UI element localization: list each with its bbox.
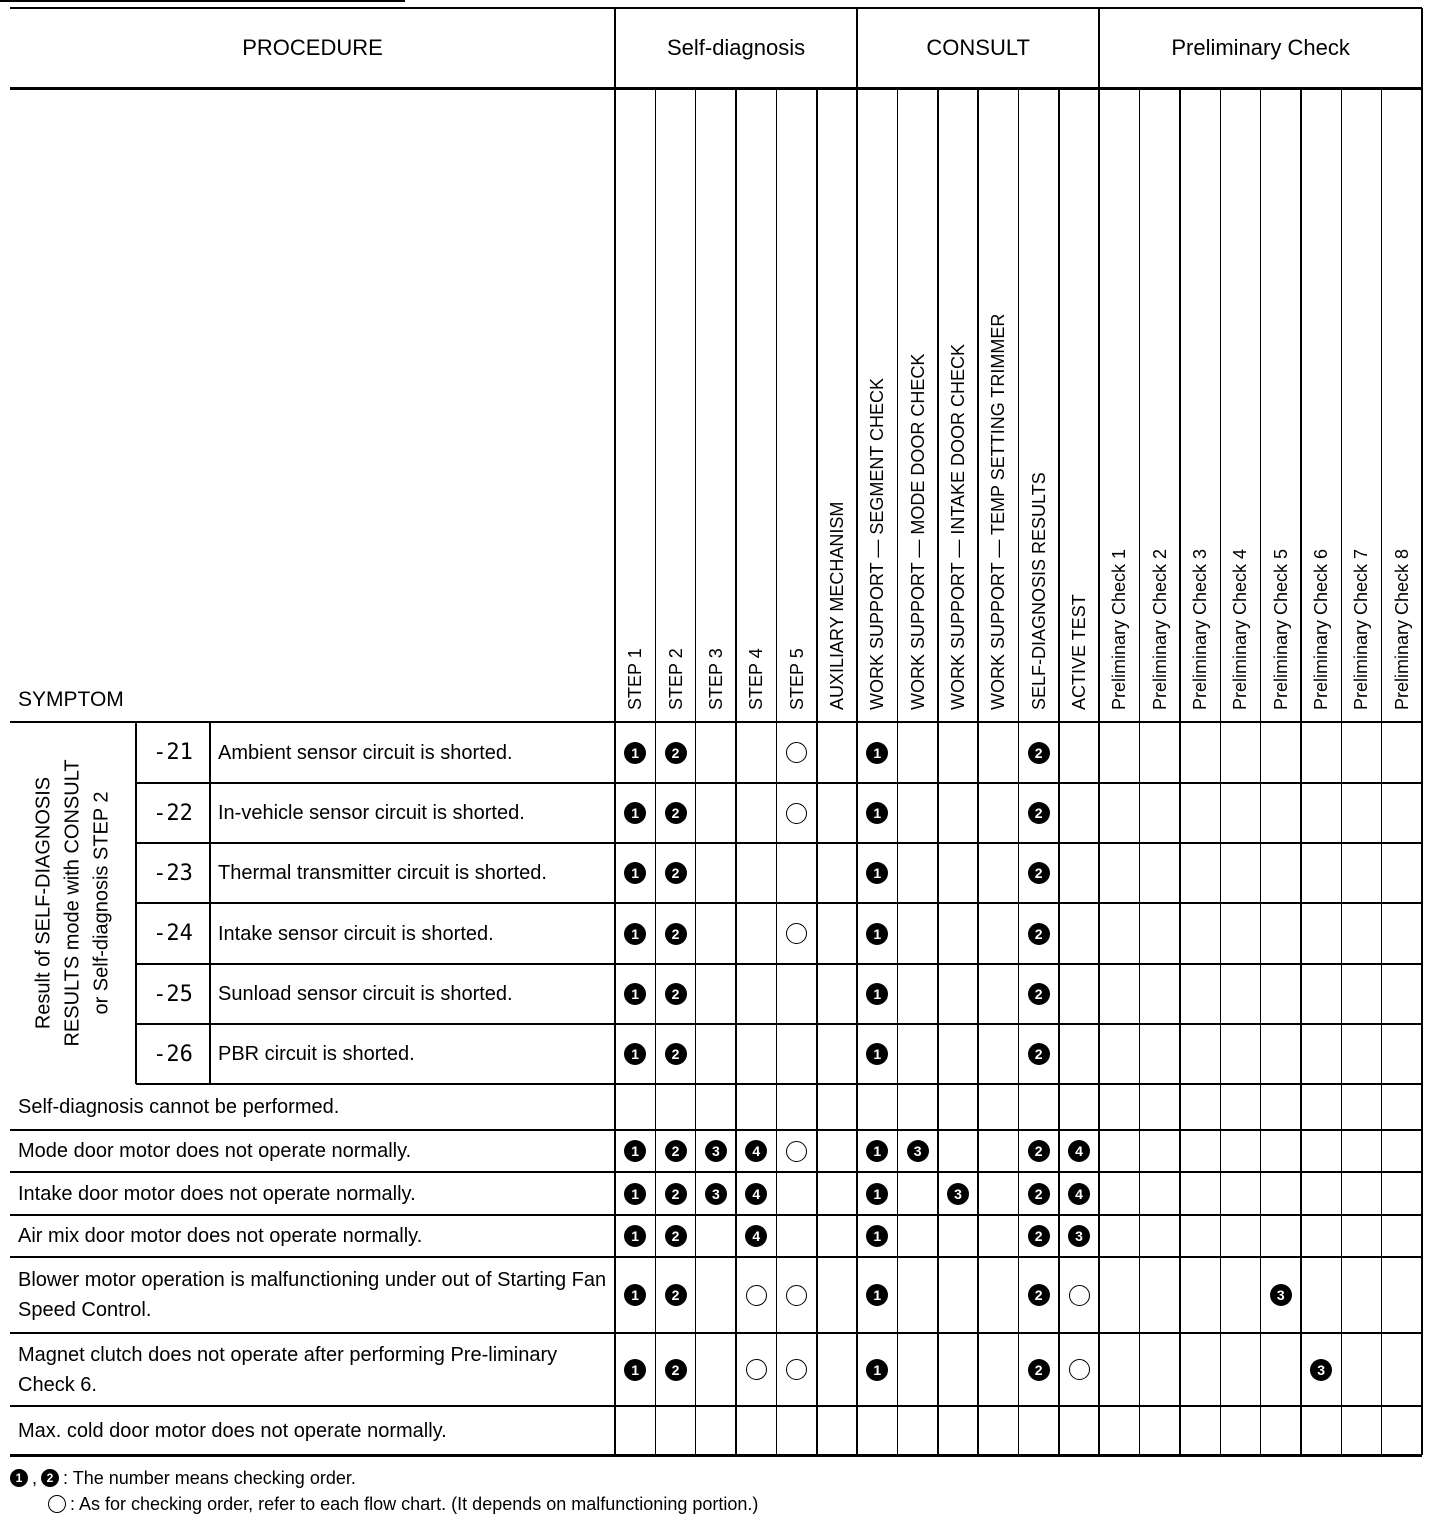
numbered-marker: 1 <box>866 862 888 884</box>
numbered-marker: 2 <box>665 1140 687 1162</box>
grid-vline <box>1179 88 1181 1455</box>
open-circle-marker <box>786 742 807 763</box>
numbered-marker: 2 <box>665 1284 687 1306</box>
check-marker <box>857 903 897 964</box>
symptom-label: Self-diagnosis cannot be performed. <box>18 1096 340 1118</box>
numbered-marker: 2 <box>665 1225 687 1247</box>
check-marker <box>655 783 695 843</box>
numbered-marker: 2 <box>665 923 687 945</box>
column-header-11: SELF-DIAGNOSIS RESULTS <box>1028 472 1049 710</box>
check-marker <box>655 1130 695 1172</box>
grid-vline <box>937 88 939 1455</box>
grid-vline <box>977 88 979 1455</box>
legend <box>10 1465 758 1517</box>
check-marker <box>1019 843 1059 903</box>
numbered-marker: 1 <box>624 1225 646 1247</box>
column-header-14: Preliminary Check 2 <box>1149 548 1170 710</box>
grid-vline <box>1139 88 1141 1455</box>
numbered-marker: 3 <box>1310 1359 1332 1381</box>
numbered-marker: 1 <box>866 983 888 1005</box>
check-marker <box>1019 1333 1059 1406</box>
numbered-marker: 3 <box>1270 1284 1292 1306</box>
check-marker <box>1261 1257 1301 1333</box>
open-circle-marker <box>786 1141 807 1162</box>
open-circle-marker <box>1069 1359 1090 1380</box>
error-code: -24 <box>153 921 193 946</box>
check-marker <box>1019 1215 1059 1257</box>
top-rule <box>0 0 405 2</box>
check-marker <box>1059 1172 1099 1215</box>
numbered-marker: 1 <box>624 802 646 824</box>
check-marker <box>615 903 655 964</box>
numbered-marker: 1 <box>866 1043 888 1065</box>
numbered-marker: 4 <box>1068 1183 1090 1205</box>
check-marker <box>1019 964 1059 1024</box>
check-marker <box>615 783 655 843</box>
check-marker <box>615 1257 655 1333</box>
symptom-label: Mode door motor does not operate normally. <box>18 1140 412 1162</box>
open-circle-marker <box>746 1285 767 1306</box>
column-header-3: STEP 3 <box>705 648 726 710</box>
numbered-marker: 2 <box>1028 1225 1050 1247</box>
check-marker <box>1019 722 1059 783</box>
check-marker <box>696 1130 736 1172</box>
column-header-1: STEP 1 <box>625 648 646 710</box>
symptom-label: Air mix door motor does not operate normally. <box>18 1225 423 1247</box>
numbered-marker: 3 <box>947 1183 969 1205</box>
column-header-2: STEP 2 <box>665 648 686 710</box>
column-header-5: STEP 5 <box>786 648 807 710</box>
check-marker <box>857 964 897 1024</box>
check-marker <box>857 843 897 903</box>
numbered-marker: 2 <box>665 802 687 824</box>
check-marker <box>1019 1130 1059 1172</box>
numbered-marker: 4 <box>1068 1140 1090 1162</box>
grid-vline <box>1381 88 1383 1455</box>
check-marker <box>655 843 695 903</box>
column-header-20: Preliminary Check 8 <box>1391 548 1412 710</box>
numbered-marker: 3 <box>907 1140 929 1162</box>
grid-vline <box>1421 8 1423 1455</box>
numbered-marker: 1 <box>624 862 646 884</box>
numbered-marker: 2 <box>665 983 687 1005</box>
check-marker <box>615 1130 655 1172</box>
legend-open-row <box>10 1491 758 1517</box>
symptom-label: Intake door motor does not operate normally. <box>18 1182 416 1205</box>
check-marker <box>615 1333 655 1406</box>
grid-vline <box>1341 88 1343 1455</box>
check-marker <box>655 1333 695 1406</box>
legend-filled-text: : The number means checking order. <box>63 1468 356 1488</box>
open-circle-marker <box>786 1285 807 1306</box>
grid-vline <box>1260 88 1262 1455</box>
check-marker <box>615 1172 655 1215</box>
numbered-marker: 1 <box>866 802 888 824</box>
check-marker <box>776 783 816 843</box>
check-marker <box>736 1172 776 1215</box>
check-marker <box>736 1215 776 1257</box>
numbered-marker: 2 <box>1028 1043 1050 1065</box>
check-marker <box>615 1215 655 1257</box>
check-marker <box>1059 1257 1099 1333</box>
error-code: -25 <box>153 981 193 1007</box>
legend-open-marker <box>48 1495 66 1513</box>
check-marker <box>1019 1024 1059 1084</box>
grid-vline <box>1300 88 1302 1455</box>
check-marker <box>655 1257 695 1333</box>
symptom-label: Sunload sensor circuit is shorted. <box>218 983 513 1005</box>
numbered-marker: 4 <box>745 1140 767 1162</box>
check-marker <box>1019 1257 1059 1333</box>
legend-separator: , <box>32 1468 38 1488</box>
check-marker <box>1059 1333 1099 1406</box>
column-header-17: Preliminary Check 5 <box>1270 548 1291 710</box>
check-marker <box>655 1172 695 1215</box>
legend-filled-row <box>10 1465 758 1491</box>
check-marker <box>655 964 695 1024</box>
check-marker <box>857 1257 897 1333</box>
numbered-marker: 1 <box>624 1359 646 1381</box>
numbered-marker: 2 <box>1028 1359 1050 1381</box>
numbered-marker: 2 <box>665 742 687 764</box>
symptom-label: Max. cold door motor does not operate normally. <box>18 1419 447 1442</box>
numbered-marker: 1 <box>624 923 646 945</box>
numbered-marker: 2 <box>1028 1183 1050 1205</box>
open-circle-marker <box>1069 1285 1090 1306</box>
check-marker <box>857 1333 897 1406</box>
numbered-marker: 2 <box>1028 862 1050 884</box>
numbered-marker: 2 <box>1028 1284 1050 1306</box>
numbered-marker: 2 <box>1028 802 1050 824</box>
symptom-label: Magnet clutch does not operate after performing Pre-liminary Check 6. <box>18 1343 558 1396</box>
check-marker <box>1019 903 1059 964</box>
error-code: -21 <box>153 740 193 765</box>
check-marker <box>857 783 897 843</box>
numbered-marker: 1 <box>866 1183 888 1205</box>
open-circle-marker <box>786 803 807 824</box>
symptom-label: Thermal transmitter circuit is shorted. <box>218 862 547 884</box>
numbered-marker: 1 <box>624 742 646 764</box>
numbered-marker: 4 <box>745 1183 767 1205</box>
column-header-19: Preliminary Check 7 <box>1351 548 1372 710</box>
column-header-16: Preliminary Check 4 <box>1230 548 1251 710</box>
check-marker <box>655 1024 695 1084</box>
check-marker <box>857 1215 897 1257</box>
group-label-text: Result of SELF-DIAGNOSIS RESULTS mode with CONSULT or Self-diagnosis STEP 2 <box>32 759 113 1047</box>
symptom-label: Intake sensor circuit is shorted. <box>218 922 494 945</box>
check-marker <box>776 903 816 964</box>
check-marker <box>1059 1215 1099 1257</box>
numbered-marker: 1 <box>624 1183 646 1205</box>
check-marker <box>857 1130 897 1172</box>
symptom-header: SYMPTOM <box>18 688 124 711</box>
numbered-marker: 2 <box>1028 983 1050 1005</box>
diagnosis-matrix-table <box>10 8 1422 1460</box>
check-marker <box>1059 1130 1099 1172</box>
procedure-header: PROCEDURE <box>242 35 383 60</box>
numbered-marker: 2 <box>1028 923 1050 945</box>
numbered-marker: 1 <box>866 1359 888 1381</box>
check-marker <box>696 1172 736 1215</box>
check-marker <box>857 1172 897 1215</box>
symptom-label: Ambient sensor circuit is shorted. <box>218 741 513 764</box>
symptom-label: Blower motor operation is malfunctioning under out of Starting Fan Speed Control. <box>18 1269 607 1321</box>
open-circle-marker <box>746 1359 767 1380</box>
error-code: -23 <box>153 860 193 886</box>
check-marker <box>615 843 655 903</box>
check-marker <box>736 1257 776 1333</box>
check-marker <box>655 722 695 783</box>
group-header-2: CONSULT <box>926 35 1030 60</box>
check-marker <box>776 1130 816 1172</box>
numbered-marker: 3 <box>705 1183 727 1205</box>
error-code: -22 <box>153 800 193 826</box>
numbered-marker: 3 <box>705 1140 727 1162</box>
check-marker <box>736 1333 776 1406</box>
numbered-marker: 1 <box>866 1140 888 1162</box>
legend-filled-marker-1: 1 <box>10 1469 28 1487</box>
check-marker <box>615 722 655 783</box>
symptom-label: PBR circuit is shorted. <box>218 1043 415 1065</box>
numbered-marker: 2 <box>665 1043 687 1065</box>
check-marker <box>776 1257 816 1333</box>
column-header-6: AUXILIARY MECHANISM <box>826 501 847 710</box>
column-header-10: WORK SUPPORT — TEMP SETTING TRIMMER <box>988 313 1009 710</box>
check-marker <box>615 964 655 1024</box>
column-header-4: STEP 4 <box>746 648 767 710</box>
numbered-marker: 2 <box>1028 1140 1050 1162</box>
group-header-3: Preliminary Check <box>1171 35 1350 60</box>
column-header-9: WORK SUPPORT — INTAKE DOOR CHECK <box>947 343 968 710</box>
numbered-marker: 2 <box>1028 742 1050 764</box>
group-header-1: Self-diagnosis <box>666 35 806 60</box>
legend-filled-marker-2: 2 <box>41 1469 59 1487</box>
check-marker <box>655 903 695 964</box>
check-marker <box>857 722 897 783</box>
error-code: -26 <box>153 1041 193 1067</box>
numbered-marker: 1 <box>866 1284 888 1306</box>
numbered-marker: 4 <box>745 1225 767 1247</box>
check-marker <box>655 1215 695 1257</box>
check-marker <box>1019 783 1059 843</box>
grid-vline <box>1220 88 1222 1455</box>
numbered-marker: 1 <box>624 1284 646 1306</box>
numbered-marker: 2 <box>665 862 687 884</box>
check-marker <box>776 1333 816 1406</box>
check-marker <box>615 1024 655 1084</box>
check-marker <box>736 1130 776 1172</box>
check-marker <box>1019 1172 1059 1215</box>
column-header-13: Preliminary Check 1 <box>1109 548 1130 710</box>
numbered-marker: 1 <box>624 1043 646 1065</box>
check-marker <box>776 722 816 783</box>
column-header-12: ACTIVE TEST <box>1069 594 1090 710</box>
numbered-marker: 3 <box>1068 1225 1090 1247</box>
check-marker <box>897 1130 937 1172</box>
column-header-7: WORK SUPPORT — SEGMENT CHECK <box>867 377 888 710</box>
numbered-marker: 1 <box>624 1140 646 1162</box>
column-header-8: WORK SUPPORT — MODE DOOR CHECK <box>907 353 928 710</box>
open-circle-marker <box>786 1359 807 1380</box>
numbered-marker: 2 <box>665 1359 687 1381</box>
symptom-label: In-vehicle sensor circuit is shorted. <box>218 802 525 824</box>
numbered-marker: 1 <box>866 923 888 945</box>
numbered-marker: 1 <box>624 983 646 1005</box>
check-marker <box>938 1172 978 1215</box>
numbered-marker: 1 <box>866 742 888 764</box>
legend-open-text: : As for checking order, refer to each flow chart. (It depends on malfunctioning portion.) <box>70 1494 759 1514</box>
numbered-marker: 2 <box>665 1183 687 1205</box>
column-header-18: Preliminary Check 6 <box>1311 548 1332 710</box>
open-circle-marker <box>786 923 807 944</box>
column-header-15: Preliminary Check 3 <box>1190 548 1211 710</box>
check-marker <box>1301 1333 1341 1406</box>
self-diagnosis-group-label <box>10 722 136 1084</box>
numbered-marker: 1 <box>866 1225 888 1247</box>
check-marker <box>857 1024 897 1084</box>
